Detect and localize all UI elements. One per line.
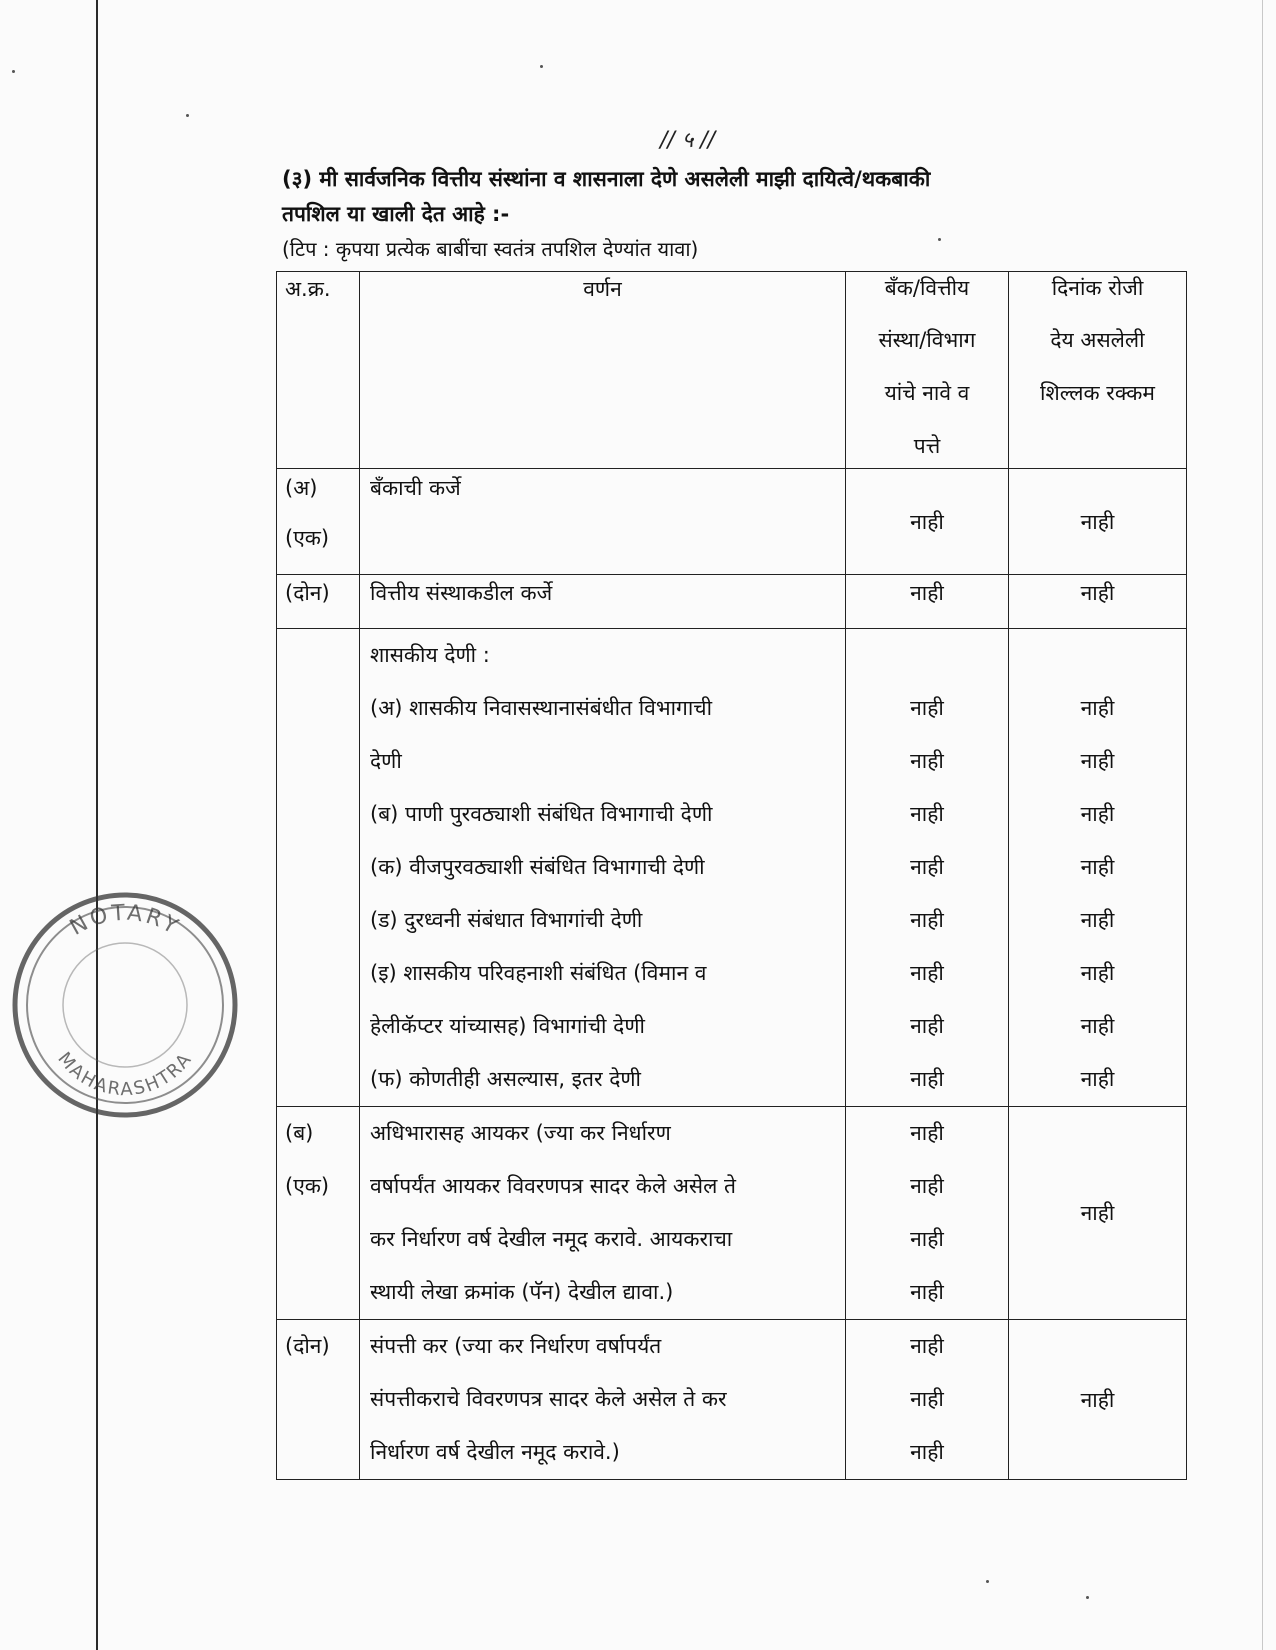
table-row [277, 575, 1187, 629]
scan-speck [986, 1580, 989, 1583]
table-row [277, 1107, 1187, 1320]
row-serial [277, 629, 360, 1107]
table-header-row [277, 272, 1187, 469]
row-serial: (दोन) [277, 1320, 360, 1480]
notary-stamp [0, 880, 250, 1130]
scan-speck [540, 65, 543, 68]
row-amount: नाही [1009, 1107, 1187, 1320]
header-bank: बँक/वित्तीय संस्था/विभाग यांचे नावे व पत्ते [846, 272, 1009, 469]
row-description: वित्तीय संस्थाकडील कर्जे [360, 575, 846, 629]
stamp-text-bottom: MAHARASHTRA [53, 1048, 197, 1101]
row-serial: (ब) (एक) [277, 1107, 360, 1320]
row-bank: नाही [846, 469, 1009, 575]
scan-speck [1086, 1596, 1089, 1599]
row-description: बँकाची कर्जे [360, 469, 846, 575]
row-amount: नाही [1009, 469, 1187, 575]
section-heading [282, 162, 1142, 232]
row-bank: नाही नाही नाही [846, 1320, 1009, 1480]
heading-line: (३) मी सार्वजनिक वित्तीय संस्थांना व शासनाला देणे असलेली माझी दायित्वे/थकबाकी [282, 167, 931, 191]
row-serial: (अ) (एक) [277, 469, 360, 575]
page-number: // ५ // [660, 128, 716, 153]
header-amount: दिनांक रोजी देय असलेली शिल्लक रक्कम [1009, 272, 1187, 469]
table-row [277, 629, 1187, 1107]
row-amount: नाही [1009, 1320, 1187, 1480]
heading-line: तपशिल या खाली देत आहे :- [282, 202, 510, 226]
page-fold-line [96, 0, 98, 1650]
row-bank: नाही [846, 575, 1009, 629]
svg-text:MAHARASHTRA [53, 1048, 196, 1100]
row-description: शासकीय देणी : (अ) शासकीय निवासस्थानासंबंधीत विभागाची देणी (ब) पाणी पुरवठ्याशी संबंधित विभागाची देणी (क) वीजपुरवठ्याशी संबंधित विभागाची देणी (ड) दुरध्वनी संबंधात विभागांची देणी (इ) शासकीय परिवहनाशी संबंधित (विमान व हेलीकॅप्टर यांच्यासह) विभागांची देणी (फ) कोणतीही असल्यास, इतर देणी [360, 629, 846, 1107]
row-serial: (दोन) [277, 575, 360, 629]
scan-speck [12, 70, 15, 73]
svg-text:NOTARY [66, 901, 185, 941]
row-description: अधिभारासह आयकर (ज्या कर निर्धारण वर्षापर्यंत आयकर विवरणपत्र सादर केले असेल ते कर निर्धारण वर्ष देखील नमूद करावे. आयकराचा स्थायी लेखा क्रमांक (पॅन) देखील द्यावा.) [360, 1107, 846, 1320]
row-bank: नाही नाही नाही नाही नाही नाही नाही नाही [846, 629, 1009, 1107]
row-bank: नाही नाही नाही नाही [846, 1107, 1009, 1320]
header-description: वर्णन [360, 272, 846, 469]
instruction-note: (टिप : कृपया प्रत्येक बाबींचा स्वतंत्र तपशिल देण्यांत यावा) [282, 237, 699, 261]
table-row [277, 1320, 1187, 1480]
liabilities-table [276, 271, 1187, 1480]
stamp-text-top: NOTARY [65, 900, 185, 941]
row-amount: नाही [1009, 575, 1187, 629]
row-amount: नाही नाही नाही नाही नाही नाही नाही नाही [1009, 629, 1187, 1107]
row-description: संपत्ती कर (ज्या कर निर्धारण वर्षापर्यंत संपत्तीकराचे विवरणपत्र सादर केले असेल ते कर निर्धारण वर्ष देखील नमूद करावे.) [360, 1320, 846, 1480]
table-row [277, 469, 1187, 575]
scan-speck [186, 114, 189, 117]
header-serial: अ.क्र. [277, 272, 360, 469]
page-right-edge [1262, 0, 1263, 1650]
